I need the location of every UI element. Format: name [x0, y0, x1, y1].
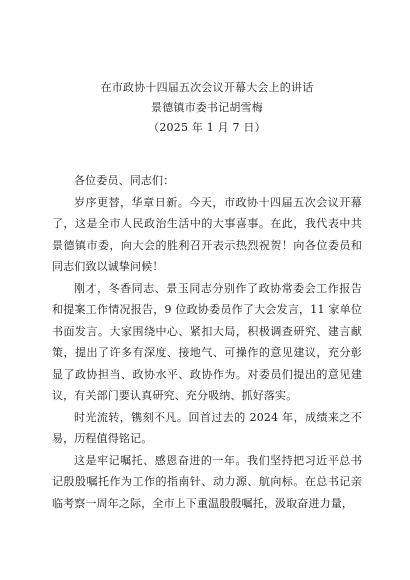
paragraph-2: 刚才，冬香同志、景玉同志分别作了政协常委会工作报告和提案工作情况报告，9 位政协委员作了大会发言，11 家单位书面发言。大家围绕中心、紧扣大局，积极调查研究、建言献策，提出了许多有深度、接地气、可操作的意见建议，充分彰显了政协担当、政协水平、政协作为。对委员们提出的意见建议，有关部门要认真研究、充分吸纳、抓好落实。	[52, 281, 362, 402]
paragraph-3: 时光流转，镌刻不凡。回首过去的 2024 年，成绩来之不易，历程值得铭记。	[52, 410, 362, 445]
paragraph-1: 岁序更替，华章日新。今天，市政协十四届五次会议开幕了，这是全市人民政治生活中的大事喜事。在此，我代表中共景德镇市委，向大会的胜利召开表示热烈祝贺！向各位委员和同志们致以诚挚问候！	[52, 195, 362, 273]
speech-title: 在市政协十四届五次会议开幕大会上的讲话	[100, 81, 314, 94]
speech-header	[52, 78, 362, 138]
paragraph-4: 这是牢记嘱托、感恩奋进的一年。我们坚持把习近平总书记殷殷嘱托作为工作的指南针、动力源、航向标。在总书记亲临考察一周年之际，全市上下重温殷殷嘱托，汲取奋进力量，	[52, 453, 362, 510]
speech-date: （2025 年 1 月 7 日）	[148, 121, 266, 134]
speech-body	[52, 170, 362, 514]
salutation: 各位委员、同志们：	[74, 174, 175, 187]
speaker-line: 景德镇市委书记胡雪梅	[151, 101, 263, 114]
